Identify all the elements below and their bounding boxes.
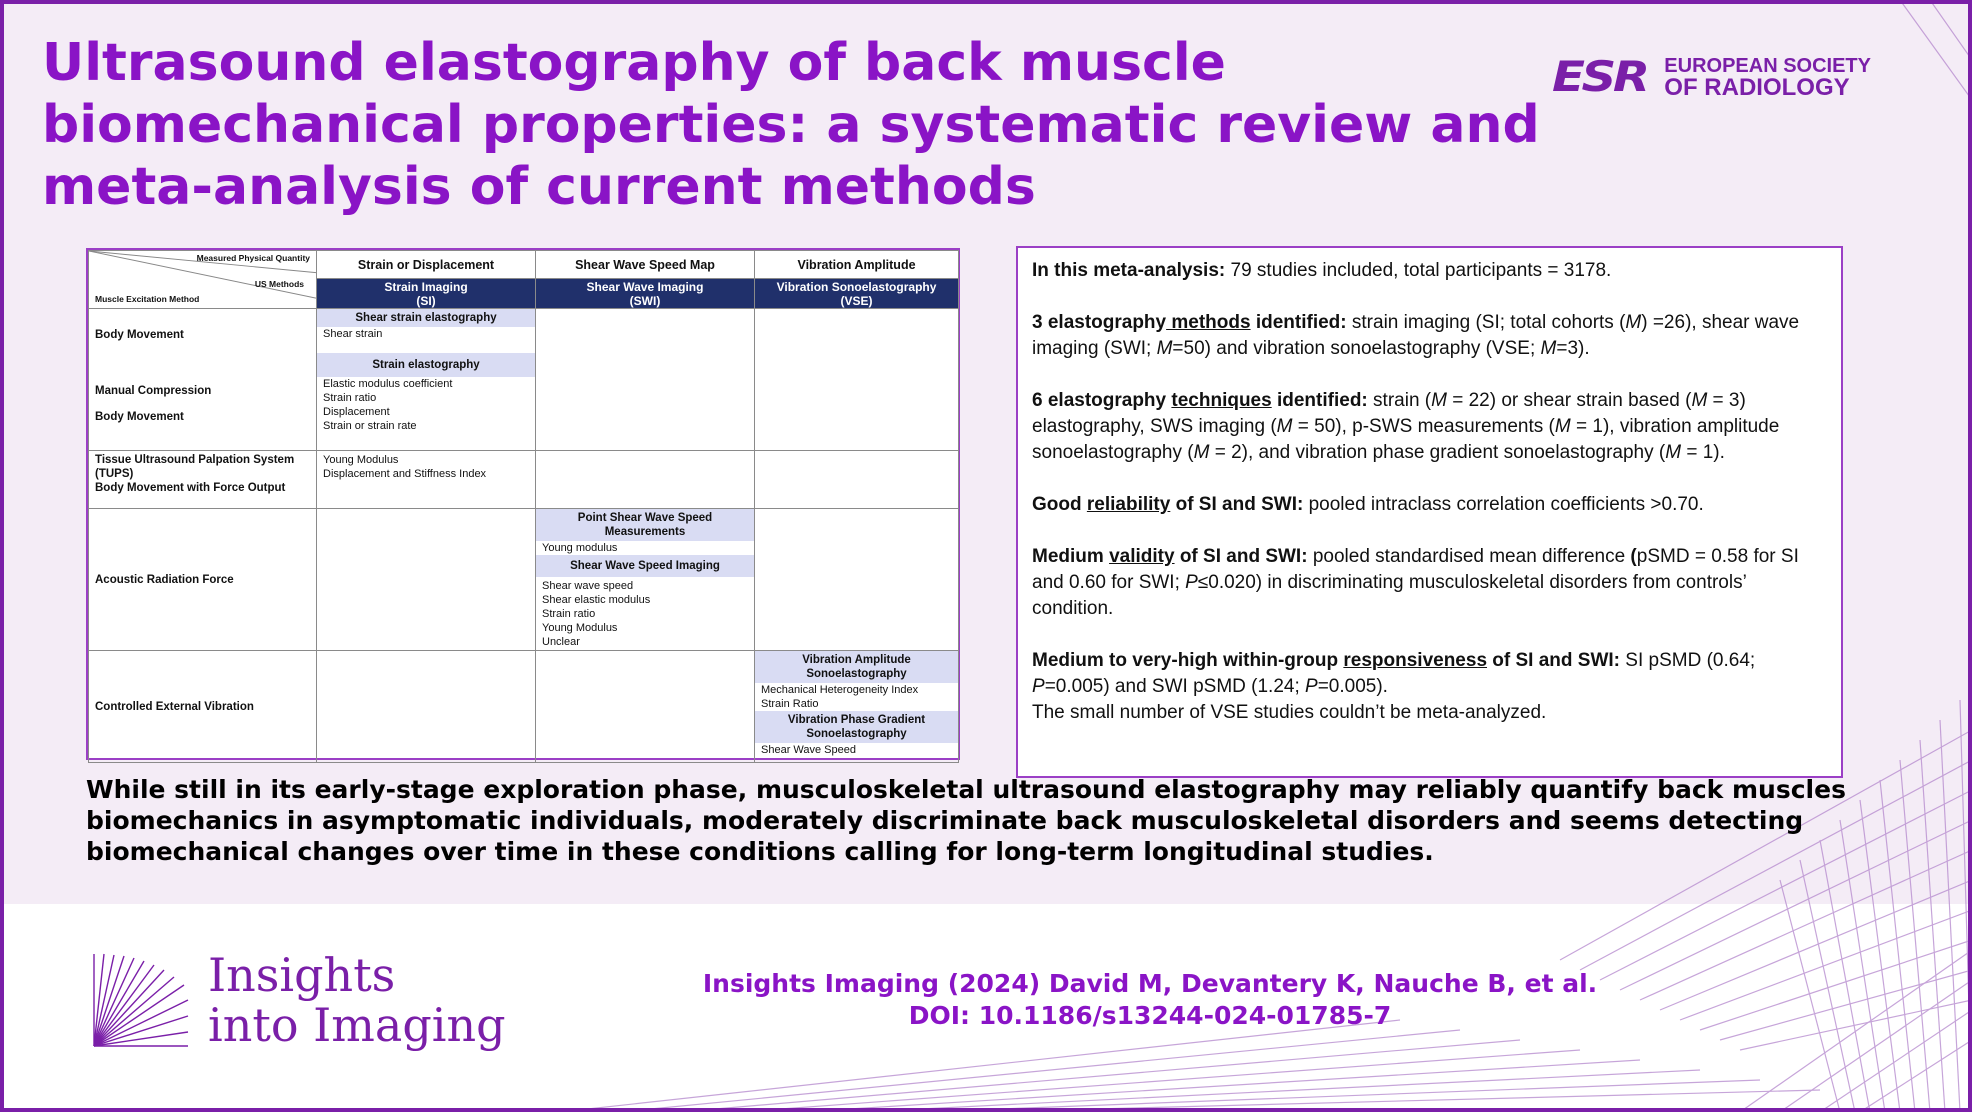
empty-cell	[755, 451, 959, 509]
citation-reference: Insights Imaging (2024) David M, Devantery K, Nauche B, et al.	[702, 969, 1598, 998]
page-title: Ultrasound elastography of back muscle biomechanical properties: a systematic review and meta-analysis of current methods	[42, 33, 1540, 217]
list-item: Unclear	[542, 636, 580, 648]
journal-name	[208, 950, 506, 1050]
method-swi	[536, 279, 755, 309]
method-swi-name: Shear Wave Imaging	[586, 279, 704, 294]
col-header-vibration-amplitude: Vibration Amplitude	[755, 251, 959, 279]
empty-cell	[317, 509, 536, 651]
row-label: Acoustic Radiation Force	[95, 573, 234, 586]
citation-doi[interactable]: DOI: 10.1186/s13244-024-01785-7	[908, 1001, 1392, 1030]
esr-logo-line1: EUROPEAN SOCIETY	[1664, 54, 1871, 77]
empty-cell	[536, 309, 755, 451]
list-item: Shear wave speed	[542, 580, 634, 592]
list-item: Displacement and Stiffness Index	[323, 468, 487, 480]
list-item: Shear strain	[323, 328, 383, 340]
list-item: Shear elastic modulus	[542, 594, 651, 606]
list-item: Shear Wave Speed	[761, 744, 856, 756]
method-vse-abbr: (VSE)	[840, 293, 873, 308]
row-label: Controlled External Vibration	[95, 700, 254, 713]
esr-logo-text	[1664, 54, 1871, 101]
empty-cell	[755, 509, 959, 651]
list-item: Young Modulus	[542, 622, 618, 634]
sub-header: Vibration Phase Gradient Sonoelastography	[755, 711, 958, 743]
finding-validity: Medium validity of SI and SWI: pooled standardised mean difference (pSMD = 0.58 for SI and 0.60 for SWI; P≤0.020) in discriminating musculoskeletal disorders from controls’ condition.	[1032, 546, 1799, 619]
sub-header: Point Shear Wave Speed Measurements	[536, 509, 754, 541]
row-label: Body Movement	[95, 411, 184, 423]
list-item: Strain ratio	[542, 608, 596, 620]
findings-box	[1016, 246, 1843, 778]
col-header-shear-wave-map: Shear Wave Speed Map	[536, 251, 755, 279]
corner-measured-quantity: Measured Physical Quantity	[196, 253, 310, 263]
sub-header: Shear Wave Speed Imaging	[536, 555, 754, 577]
finding-responsiveness: Medium to very-high within-group responsiveness of SI and SWI: SI pSMD (0.64; P=0.005) and SWI pSMD (1.24; P=0.005). The small number of VSE studies couldn’t be meta-analyzed.	[1032, 650, 1756, 723]
list-item: Strain Ratio	[761, 698, 819, 710]
list-item: Strain ratio	[323, 392, 377, 404]
method-vse-name: Vibration Sonoelastography	[776, 279, 937, 294]
method-si-name: Strain Imaging	[384, 279, 468, 294]
list-item: Displacement	[323, 406, 390, 418]
journal-logo	[90, 950, 506, 1050]
swi-cell	[536, 509, 755, 651]
finding-participants: In this meta-analysis: 79 studies included, total participants = 3178.	[1032, 260, 1612, 281]
sub-header: Shear strain elastography	[317, 309, 535, 327]
sub-header: Strain elastography	[317, 353, 535, 377]
row-label: Tissue Ultrasound Palpation System (TUPS)	[95, 454, 295, 480]
list-item: Young modulus	[542, 542, 618, 554]
list-item: Strain or strain rate	[323, 420, 417, 432]
method-vse	[755, 279, 959, 309]
journal-name-line2: into Imaging	[208, 998, 506, 1052]
methods-table	[86, 248, 960, 760]
table-corner-cell	[89, 251, 317, 309]
table-row	[89, 509, 959, 651]
vse-cell	[755, 651, 959, 763]
citation	[700, 968, 1600, 1032]
si-cell	[317, 309, 536, 451]
esr-logo-line2: OF RADIOLOGY	[1664, 73, 1850, 101]
corner-excitation-method: Muscle Excitation Method	[95, 294, 200, 304]
empty-cell	[536, 651, 755, 763]
journal-name-line1: Insights	[208, 948, 396, 1002]
si-cell	[317, 451, 536, 509]
conclusion-text: While still in its early-stage exploration phase, musculoskeletal ultrasound elastography may reliably quantify back muscles biomechanics in asymptomatic individuals, moderately discriminate back musculoskeletal disorders and seems detecting biomechanical changes over time in these conditions calling for long-term longitudinal studies.	[86, 775, 1846, 866]
sub-header: Vibration Amplitude Sonoelastography	[755, 651, 958, 683]
table-header-row	[89, 251, 959, 279]
method-si	[317, 279, 536, 309]
row-label-cell	[89, 451, 317, 509]
empty-cell	[317, 651, 536, 763]
row-label-cell	[89, 651, 317, 763]
list-item: Young Modulus	[323, 454, 399, 466]
esr-logo-mark: ESR	[1552, 52, 1647, 101]
list-item: Elastic modulus coefficient	[323, 378, 453, 390]
method-si-abbr: (SI)	[416, 293, 436, 308]
table-row	[89, 651, 959, 763]
list-item: Mechanical Heterogeneity Index	[761, 684, 919, 696]
table-row	[89, 451, 959, 509]
col-header-strain: Strain or Displacement	[317, 251, 536, 279]
method-swi-abbr: (SWI)	[629, 293, 661, 308]
row-label: Body Movement with Force Output	[95, 482, 286, 494]
table-row	[89, 309, 959, 451]
row-label: Body Movement	[95, 329, 184, 341]
empty-cell	[536, 451, 755, 509]
finding-techniques: 6 elastography techniques identified: strain (M = 22) or shear strain based (M = 3) elastography, SWS imaging (M = 50), p-SWS measurements (M = 1), vibration amplitude sonoelastography (M = 2), and vibration phase gradient sonoelastography (M = 1).	[1032, 390, 1780, 463]
finding-reliability: Good reliability of SI and SWI: pooled intraclass correlation coefficients >0.70.	[1032, 494, 1704, 515]
row-label: Manual Compression	[95, 385, 212, 397]
journal-fan-icon	[90, 950, 190, 1050]
row-label-cell	[89, 309, 317, 451]
empty-cell	[755, 309, 959, 451]
finding-methods: 3 elastography methods identified: strain imaging (SI; total cohorts (M) =26), shear wave imaging (SWI; M=50) and vibration sonoelastography (VSE; M=3).	[1032, 312, 1800, 359]
esr-logo	[1552, 52, 1871, 101]
corner-us-methods: US Methods	[254, 279, 304, 289]
row-label-cell	[89, 509, 317, 651]
